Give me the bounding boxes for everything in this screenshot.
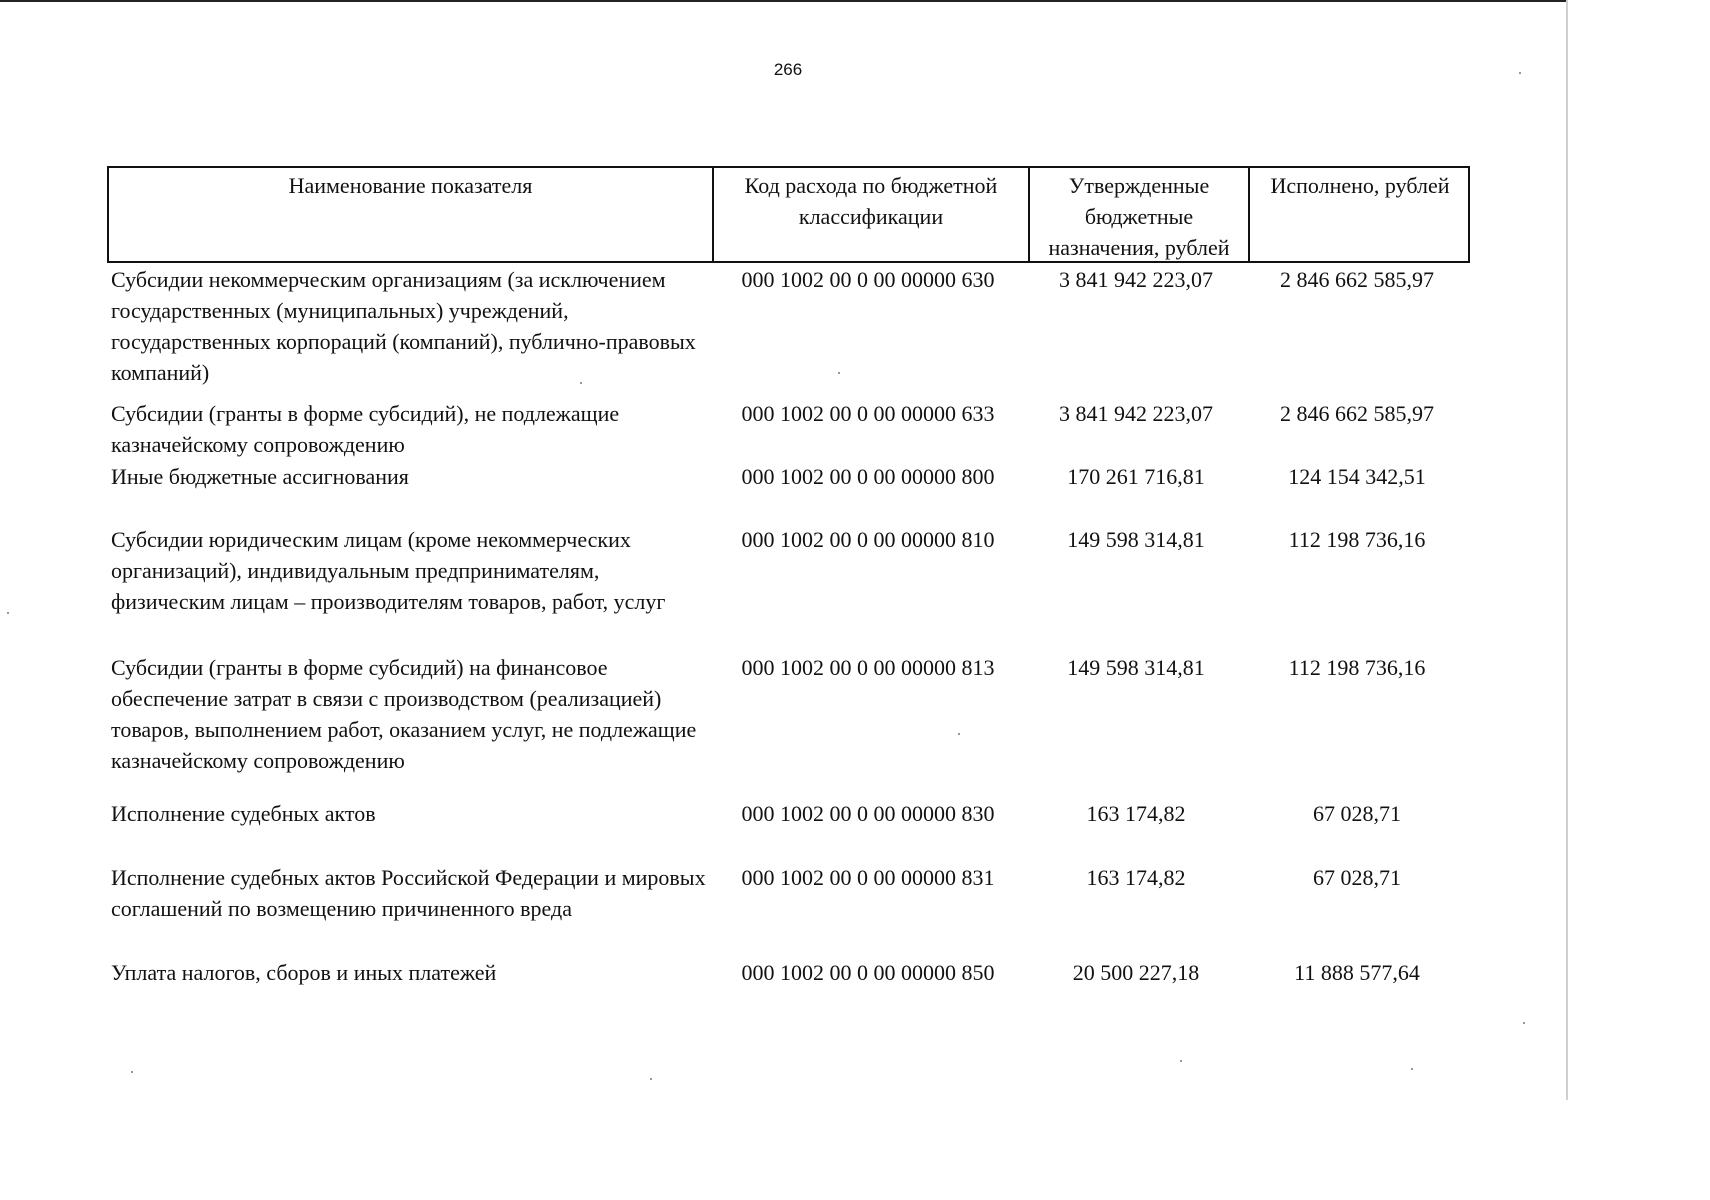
row-indicator-name: Исполнение судебных актов Российской Федерации и мировых соглашений по возмещению причиненного вреда [111, 865, 706, 921]
row-approved-amount: 149 598 314,81 [1067, 655, 1205, 680]
row-executed-amount: 11 888 577,64 [1294, 960, 1420, 985]
row-indicator-name: Исполнение судебных актов [111, 801, 376, 826]
row-executed-amount: 67 028,71 [1313, 801, 1401, 826]
row-expense-code: 000 1002 00 0 00 00000 831 [741, 865, 995, 890]
row-approved-amount: 149 598 314,81 [1067, 527, 1205, 552]
row-indicator-name: Уплата налогов, сборов и иных платежей [111, 960, 497, 985]
row-expense-code: 000 1002 00 0 00 00000 813 [741, 655, 995, 680]
page-number: 266 [773, 60, 803, 79]
row-executed-amount: 2 846 662 585,97 [1280, 267, 1434, 292]
row-approved-amount: 20 500 227,18 [1072, 960, 1200, 985]
header-expense-code: Код расхода по бюджетной классификации [712, 168, 1028, 261]
scan-speck [1180, 1060, 1182, 1062]
row-indicator-name: Субсидии (гранты в форме субсидий) на финансовое обеспечение затрат в связи с производством (реализацией) товаров, выполнением работ, оказанием услуг, не подлежащие казначейскому сопровождению [111, 655, 697, 773]
row-expense-code: 000 1002 00 0 00 00000 630 [741, 267, 995, 292]
row-indicator-name: Иные бюджетные ассигнования [111, 464, 409, 489]
scan-speck [1411, 1068, 1413, 1070]
scan-speck [1523, 1022, 1525, 1024]
row-approved-amount: 163 174,82 [1086, 801, 1186, 826]
row-executed-amount: 112 198 736,16 [1288, 655, 1426, 680]
row-approved-amount: 163 174,82 [1086, 865, 1186, 890]
header-executed-amount: Исполнено, рублей [1248, 168, 1470, 261]
scan-speck [580, 382, 582, 384]
scan-speck [650, 1078, 652, 1080]
row-expense-code: 000 1002 00 0 00 00000 633 [741, 401, 995, 426]
row-expense-code: 000 1002 00 0 00 00000 850 [741, 960, 995, 985]
scan-speck [958, 733, 960, 735]
row-executed-amount: 124 154 342,51 [1288, 464, 1426, 489]
row-indicator-name: Субсидии юридическим лицам (кроме некоммерческих организаций), индивидуальным предпринимателям, физическим лицам – производителям товаров, работ, услуг [111, 527, 666, 614]
row-executed-amount: 67 028,71 [1313, 865, 1401, 890]
row-executed-amount: 112 198 736,16 [1288, 527, 1426, 552]
row-indicator-name: Субсидии (гранты в форме субсидий), не подлежащие казначейскому сопровождению [111, 401, 620, 457]
header-indicator-name: Наименование показателя [288, 173, 533, 198]
header-approved-amount: Утвержденные бюджетные назначения, рублей [1028, 168, 1248, 261]
top-scan-border [0, 0, 1568, 2]
right-scan-edge [1566, 0, 1568, 1100]
row-approved-amount: 170 261 716,81 [1067, 464, 1205, 489]
scan-speck [1519, 72, 1521, 74]
row-approved-amount: 3 841 942 223,07 [1059, 267, 1213, 292]
row-indicator-name: Субсидии некоммерческим организациям (за исключением государственных (муниципальных) учреждений, государственных корпораций (компаний), публично-правовых компаний) [111, 267, 696, 385]
row-executed-amount: 2 846 662 585,97 [1280, 401, 1434, 426]
row-approved-amount: 3 841 942 223,07 [1059, 401, 1213, 426]
row-expense-code: 000 1002 00 0 00 00000 830 [741, 801, 995, 826]
scan-speck [838, 372, 840, 374]
scan-speck [131, 1071, 133, 1073]
row-expense-code: 000 1002 00 0 00 00000 810 [741, 527, 995, 552]
row-expense-code: 000 1002 00 0 00 00000 800 [741, 464, 995, 489]
scan-speck [7, 612, 9, 614]
table-header [107, 166, 1470, 263]
